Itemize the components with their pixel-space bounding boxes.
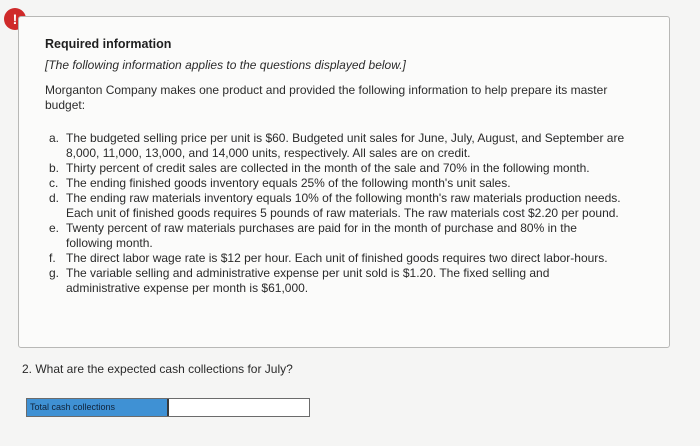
intro-text: Morganton Company makes one product and provided the following information to help prepare its master budget: [45, 83, 608, 112]
list-item-text: Thirty percent of credit sales are collected in the month of the sale and 70% in the following month. [66, 161, 590, 175]
panel-subheading: [The following information applies to the questions displayed below.] [45, 58, 406, 72]
list-item-text: The budgeted selling price per unit is $60. Budgeted unit sales for June, July, August, and September are 8,000, 11,000, 13,000, and 14,000 units, respectively. All sales are on credit. [66, 131, 625, 160]
alert-icon: ! [4, 8, 26, 30]
required-information-panel [18, 16, 670, 348]
list-item [49, 176, 649, 191]
list-marker: a. [49, 131, 60, 145]
list-marker: d. [49, 191, 60, 205]
total-cash-collections-input[interactable] [167, 399, 309, 416]
list-item [49, 251, 649, 266]
list-item-text: The ending raw materials inventory equals 10% of the following month's raw materials production needs. Each unit of finished goods requires 5 pounds of raw materials. The raw materials cost $2.20 per pound. [66, 191, 621, 220]
answer-row [26, 398, 310, 417]
list-item-text: The direct labor wage rate is $12 per hour. Each unit of finished goods requires two direct labor-hours. [66, 251, 608, 265]
list-marker: b. [49, 161, 60, 175]
list-item-text: The ending finished goods inventory equals 25% of the following month's unit sales. [66, 176, 511, 190]
list-item [49, 131, 649, 161]
list-item [49, 221, 626, 251]
list-item [49, 191, 649, 221]
list-item-text: The variable selling and administrative expense per unit sold is $1.20. The fixed selling and administrative expense per month is $61,000. [66, 266, 550, 295]
list-marker: c. [49, 176, 59, 190]
list-item [49, 161, 649, 176]
list-marker: g. [49, 266, 60, 280]
list-marker: e. [49, 221, 60, 235]
answer-label: Total cash collections [27, 399, 167, 416]
requirements-list [49, 131, 649, 296]
panel-heading: Required information [45, 37, 172, 51]
list-item [49, 266, 626, 296]
list-marker: f. [49, 251, 56, 265]
question-text: 2. What are the expected cash collections for July? [22, 362, 293, 376]
list-item-text: Twenty percent of raw materials purchases are paid for in the month of purchase and 80% in the following month. [66, 221, 577, 250]
